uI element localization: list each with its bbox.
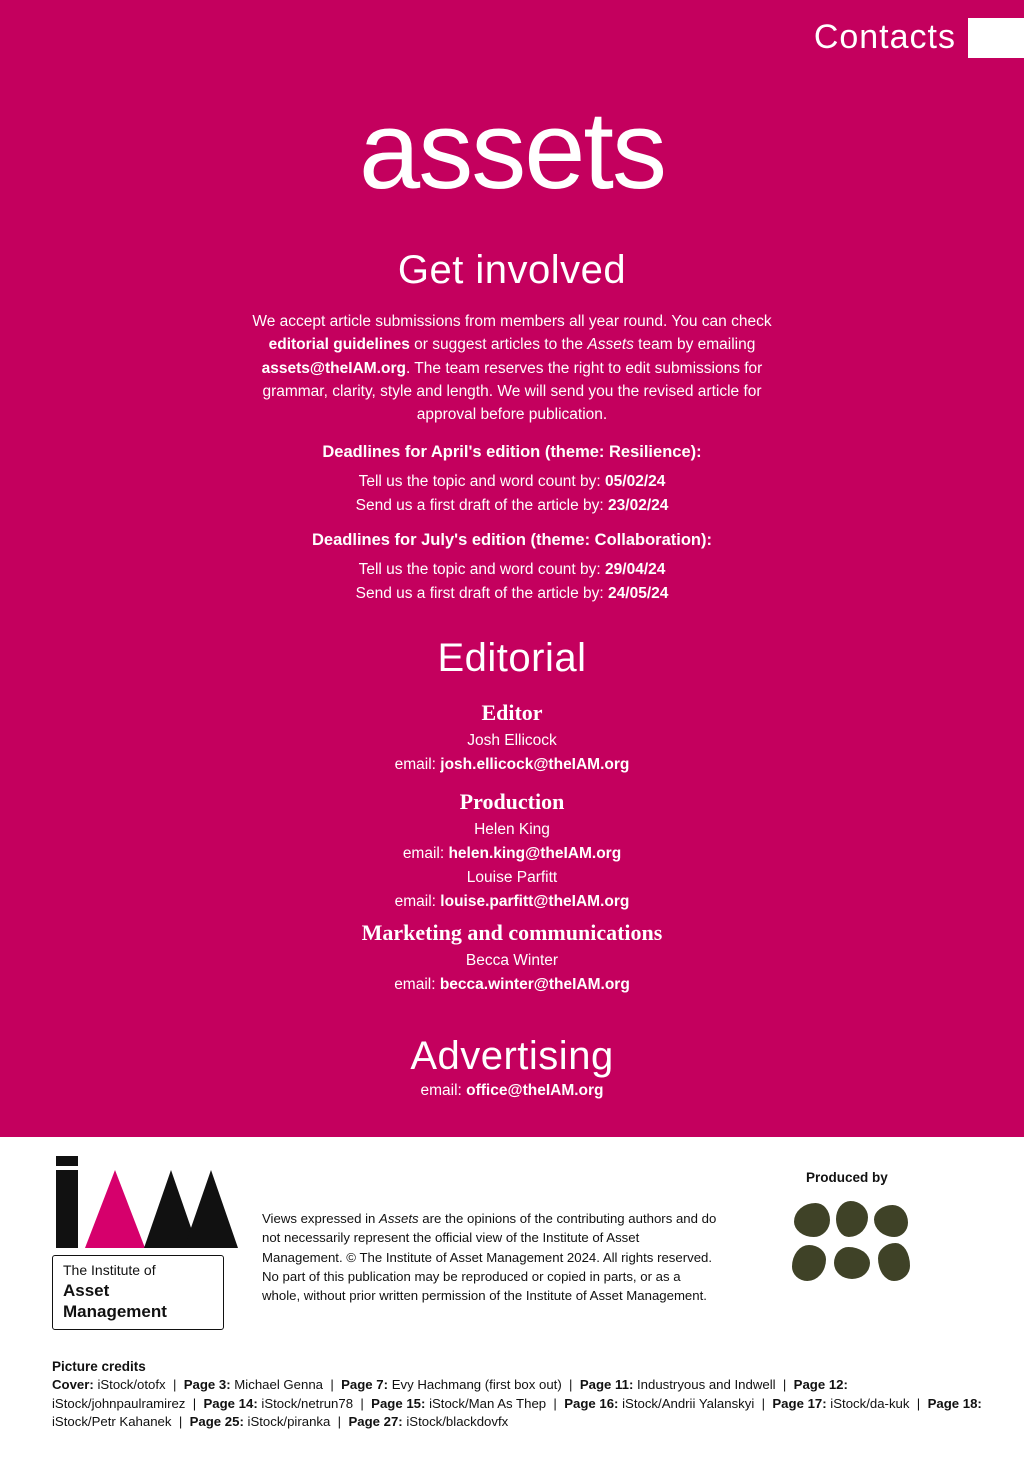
credit-label: Page 12:	[793, 1377, 848, 1392]
role-person-name: Louise Parfitt	[466, 869, 558, 887]
logo-letter-a-icon	[85, 1170, 145, 1248]
assets-italic: Assets	[587, 336, 634, 354]
credit-value: iStock/piranka	[243, 1414, 331, 1430]
editorial-heading: Editorial	[437, 636, 587, 680]
advertising-heading: Advertising	[410, 1034, 614, 1078]
disclaimer-text	[262, 1209, 717, 1305]
deadline-label: Tell us the topic and word count by:	[358, 560, 606, 578]
credit-label: Page 7:	[341, 1377, 389, 1392]
logo-letter-i-icon	[56, 1170, 78, 1248]
get-involved-intro	[232, 310, 792, 426]
producer-logo-blob	[836, 1201, 868, 1237]
picture-credits	[52, 1359, 982, 1432]
logo-letter-m-right-icon	[184, 1170, 238, 1248]
producer-logo-blob	[792, 1245, 826, 1281]
deadline-date: 05/02/24	[605, 472, 666, 490]
email-label: email:	[420, 1082, 467, 1099]
footer-panel	[0, 1137, 1024, 1479]
deadline-label: Send us a first draft of the article by:	[355, 584, 609, 602]
disclaimer-part-2: are the opinions of the contributing authors and do not necessarily represent the official view of the Institute of Asset Management. © The Institute of Asset Management 2024. All rights reserved. No part of this publication may be reproduced or copied in parts, or as a whole, without prior written permission of the Institute of Asset Management.	[262, 1211, 717, 1304]
credit-value: iStock/Man As Thep	[425, 1395, 547, 1411]
editorial-guidelines-link[interactable]: editorial guidelines	[268, 336, 410, 354]
credit-label: Page 27:	[348, 1414, 403, 1430]
credit-label: Page 25:	[189, 1414, 244, 1430]
role-person-name: Helen King	[474, 821, 550, 838]
email-link[interactable]: becca.winter@theIAM.org	[439, 976, 630, 994]
role-block-production	[232, 789, 792, 914]
deadline-block-april	[232, 440, 792, 518]
email-label: email:	[394, 976, 440, 994]
picture-credits-list: Cover: iStock/otofx | Page 3: Michael Genna | Page 7: Evy Hachmang (first box out) | Page 11: Industryous and Indwell | Page 12: iStock/johnpaulramirez | Page 14: iStock/netrun78 | Page 15: iStock/Man As Thep | Page 16: iStock/Andrii Yalanskyi | Page 17: iStock/da-kuk | Page 18: iStock/Petr Kahanek | Page 25: iStock/piranka | Page 27: iStock/blackdovfx	[52, 1377, 982, 1430]
email-label: email:	[394, 756, 441, 774]
disclaimer-part-1: Views expressed in	[262, 1211, 380, 1226]
iam-logo-marks	[52, 1170, 224, 1248]
logo-i-dot-icon	[56, 1156, 78, 1166]
deadline-line	[232, 558, 792, 582]
producer-logo-blob	[874, 1205, 908, 1237]
producer-logo-blob	[878, 1243, 910, 1281]
role-person-email	[232, 753, 792, 777]
credit-value: iStock/otofx	[93, 1377, 166, 1392]
email-link[interactable]: office@theIAM.org	[466, 1082, 604, 1099]
role-block-editor	[232, 700, 792, 777]
deadline-heading: Deadlines for July's edition (theme: Collaboration):	[312, 531, 712, 549]
credit-label: Page 3:	[183, 1377, 231, 1392]
credit-value: iStock/blackdovfx	[402, 1414, 509, 1430]
credit-value: Michael Genna	[230, 1377, 324, 1392]
deadline-label: Send us a first draft of the article by:	[355, 496, 609, 514]
role-title: Editor	[481, 700, 543, 725]
role-title: Production	[459, 789, 565, 814]
deadline-date: 24/05/24	[608, 584, 669, 602]
deadline-label: Tell us the topic and word count by:	[358, 472, 606, 490]
deadline-date: 23/02/24	[608, 496, 669, 514]
producer-logo-blob	[794, 1203, 830, 1237]
credit-label: Page 17:	[772, 1395, 827, 1411]
credit-label: Page 11:	[579, 1377, 634, 1392]
credit-value: Industryous and Indwell	[633, 1377, 776, 1392]
email-link[interactable]: josh.ellicock@theIAM.org	[440, 756, 630, 774]
iam-logo-line-2: Asset Management	[63, 1280, 167, 1321]
role-block-marketing	[232, 920, 792, 997]
producer-logo-icon	[790, 1199, 920, 1289]
credit-value: iStock/johnpaulramirez	[52, 1395, 186, 1411]
iam-logo-line-1: The Institute of	[63, 1262, 156, 1278]
corner-accent-block	[968, 18, 1024, 58]
intro-text-part-2: or suggest articles to the	[409, 336, 588, 354]
credit-value: iStock/netrun78	[257, 1395, 354, 1411]
role-person-email	[232, 890, 792, 914]
produced-by-label: Produced by	[806, 1170, 888, 1185]
deadline-heading: Deadlines for April's edition (theme: Resilience):	[322, 443, 702, 461]
get-involved-heading: Get involved	[397, 248, 627, 292]
iam-logo	[52, 1170, 224, 1330]
deadline-block-july	[232, 528, 792, 606]
credit-label: Cover:	[52, 1377, 94, 1392]
email-link[interactable]: louise.parfitt@theIAM.org	[440, 893, 630, 911]
role-person-name: Becca Winter	[465, 952, 559, 969]
credit-value: iStock/Andrii Yalanskyi	[618, 1395, 755, 1411]
deadline-line	[232, 582, 792, 606]
email-label: email:	[402, 845, 449, 863]
credit-value: iStock/Petr Kahanek	[52, 1414, 172, 1430]
producer-logo-blob	[834, 1247, 870, 1279]
credit-label: Page 14:	[203, 1395, 258, 1411]
credit-label: Page 15:	[371, 1395, 426, 1411]
iam-logo-wordmark	[52, 1255, 224, 1330]
picture-credits-heading: Picture credits	[52, 1359, 146, 1374]
page-section-label: Contacts	[813, 18, 956, 56]
credit-value: iStock/da-kuk	[826, 1395, 910, 1411]
credit-value: Evy Hachmang (first box out)	[388, 1377, 562, 1392]
intro-text-part-3: team by emailing	[633, 336, 756, 354]
credit-label: Page 18:	[927, 1395, 982, 1411]
credit-label: Page 16:	[564, 1395, 619, 1411]
disclaimer-assets-italic: Assets	[379, 1211, 419, 1226]
advertising-email	[232, 1082, 792, 1100]
intro-text-part-1: We accept article submissions from members all year round. You can check	[252, 313, 772, 330]
deadline-line	[232, 494, 792, 518]
role-title: Marketing and communications	[361, 920, 663, 945]
masthead-title: assets	[359, 89, 665, 212]
deadline-date: 29/04/24	[605, 560, 666, 578]
assets-email-link[interactable]: assets@theIAM.org	[261, 359, 406, 377]
intro-text-part-4: . The team reserves the right to edit submissions for grammar, clarity, style and length. We will send you the revised article for approval before publication.	[262, 359, 763, 423]
role-person-name: Josh Ellicock	[467, 732, 557, 749]
deadline-line	[232, 470, 792, 494]
role-person-email	[232, 973, 792, 997]
email-label: email:	[394, 893, 441, 911]
role-person-email	[232, 842, 792, 866]
email-link[interactable]: helen.king@theIAM.org	[448, 845, 622, 863]
